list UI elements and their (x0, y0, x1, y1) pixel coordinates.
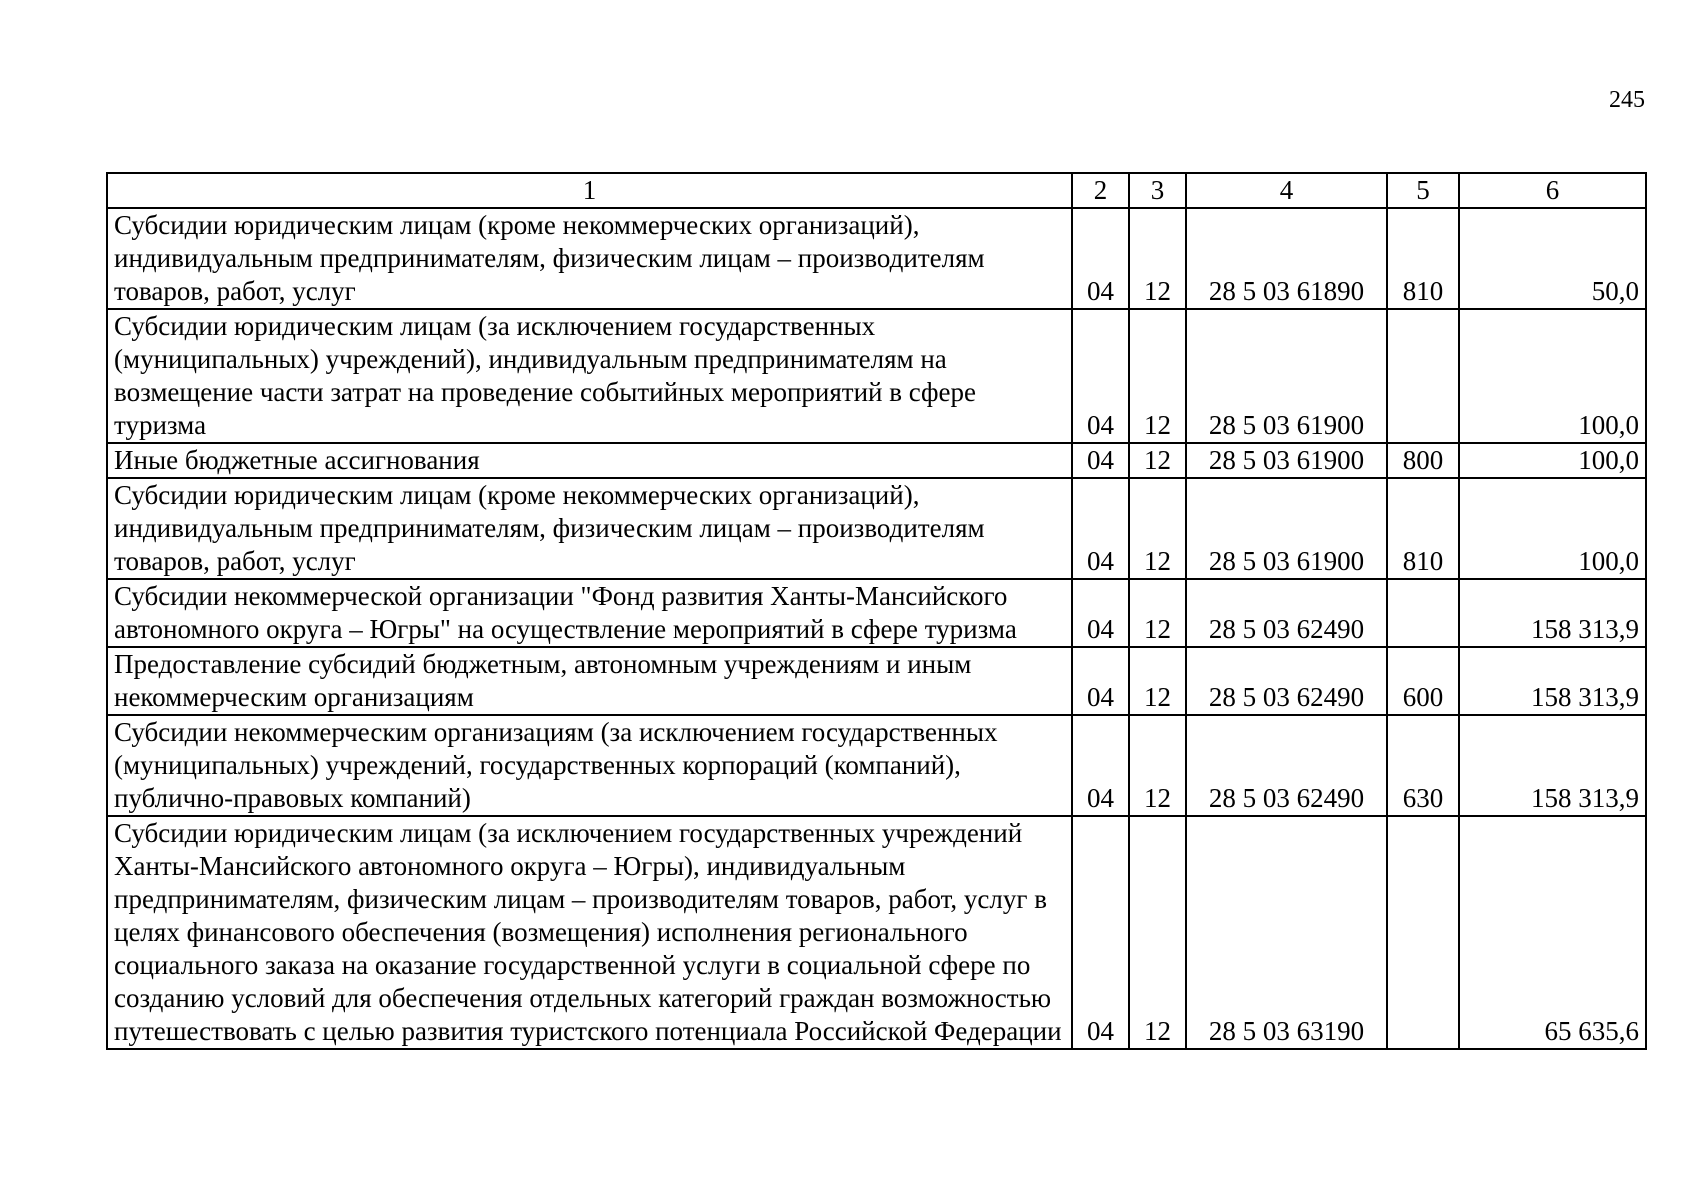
row-section: 04 (1072, 816, 1129, 1049)
row-section: 04 (1072, 715, 1129, 816)
row-subsection: 12 (1129, 478, 1186, 579)
row-sum: 65 635,6 (1459, 816, 1646, 1049)
row-code: 28 5 03 61890 (1186, 208, 1387, 309)
table-row (107, 715, 1646, 816)
row-type: 810 (1387, 478, 1459, 579)
row-type (1387, 816, 1459, 1049)
row-name: Субсидии юридическим лицам (за исключением государственных учреждений Ханты-Мансийского автономного округа – Югры), индивидуальным предпринимателям, физическим лицам – производителям товаров, работ, услуг в целях финансового обеспечения (возмещения) исполнения регионального социального заказа на оказание государственной услуги в социальной сфере по созданию условий для обеспечения отдельных категорий граждан возможностью путешествовать с целью развития туристского потенциала Российской Федерации (107, 816, 1072, 1049)
table-row (107, 816, 1646, 1049)
row-type: 810 (1387, 208, 1459, 309)
row-name: Субсидии некоммерческой организации "Фонд развития Ханты-Мансийского автономного округа – Югры" на осуществление мероприятий в сфере туризма (107, 579, 1072, 647)
row-code: 28 5 03 61900 (1186, 478, 1387, 579)
row-name: Субсидии юридическим лицам (за исключением государственных (муниципальных) учреждений), индивидуальным предпринимателям на возмещение части затрат на проведение событийных мероприятий в сфере туризма (107, 309, 1072, 443)
header-col-4: 4 (1186, 173, 1387, 208)
row-code: 28 5 03 61900 (1186, 309, 1387, 443)
row-section: 04 (1072, 208, 1129, 309)
row-subsection: 12 (1129, 715, 1186, 816)
table-row (107, 309, 1646, 443)
row-name: Субсидии юридическим лицам (кроме некоммерческих организаций), индивидуальным предпринимателям, физическим лицам – производителям товаров, работ, услуг (107, 478, 1072, 579)
header-col-6: 6 (1459, 173, 1646, 208)
table-row (107, 443, 1646, 478)
header-col-5: 5 (1387, 173, 1459, 208)
row-type: 800 (1387, 443, 1459, 478)
row-name: Субсидии некоммерческим организациям (за исключением государственных (муниципальных) учреждений, государственных корпораций (компаний), публично-правовых компаний) (107, 715, 1072, 816)
header-col-2: 2 (1072, 173, 1129, 208)
table-header (107, 173, 1646, 208)
row-subsection: 12 (1129, 579, 1186, 647)
table-row (107, 647, 1646, 715)
row-sum: 50,0 (1459, 208, 1646, 309)
row-code: 28 5 03 62490 (1186, 579, 1387, 647)
page-number: 245 (1609, 87, 1645, 113)
row-type: 600 (1387, 647, 1459, 715)
table-body (107, 208, 1646, 1049)
table-row (107, 478, 1646, 579)
header-row (107, 173, 1646, 208)
row-section: 04 (1072, 579, 1129, 647)
row-subsection: 12 (1129, 208, 1186, 309)
row-subsection: 12 (1129, 816, 1186, 1049)
row-code: 28 5 03 62490 (1186, 715, 1387, 816)
row-name: Субсидии юридическим лицам (кроме некоммерческих организаций), индивидуальным предпринимателям, физическим лицам – производителям товаров, работ, услуг (107, 208, 1072, 309)
row-subsection: 12 (1129, 647, 1186, 715)
row-sum: 100,0 (1459, 443, 1646, 478)
row-type (1387, 309, 1459, 443)
row-sum: 158 313,9 (1459, 647, 1646, 715)
row-name: Предоставление субсидий бюджетным, автономным учреждениям и иным некоммерческим организациям (107, 647, 1072, 715)
row-code: 28 5 03 61900 (1186, 443, 1387, 478)
row-section: 04 (1072, 443, 1129, 478)
row-sum: 158 313,9 (1459, 715, 1646, 816)
table-row (107, 208, 1646, 309)
row-section: 04 (1072, 478, 1129, 579)
row-sum: 100,0 (1459, 309, 1646, 443)
row-subsection: 12 (1129, 309, 1186, 443)
row-code: 28 5 03 63190 (1186, 816, 1387, 1049)
table-row (107, 579, 1646, 647)
row-type (1387, 579, 1459, 647)
row-sum: 158 313,9 (1459, 579, 1646, 647)
row-sum: 100,0 (1459, 478, 1646, 579)
row-section: 04 (1072, 647, 1129, 715)
row-subsection: 12 (1129, 443, 1186, 478)
row-section: 04 (1072, 309, 1129, 443)
budget-table (106, 172, 1647, 1050)
row-name: Иные бюджетные ассигнования (107, 443, 1072, 478)
row-code: 28 5 03 62490 (1186, 647, 1387, 715)
header-col-3: 3 (1129, 173, 1186, 208)
header-col-1: 1 (107, 173, 1072, 208)
row-type: 630 (1387, 715, 1459, 816)
